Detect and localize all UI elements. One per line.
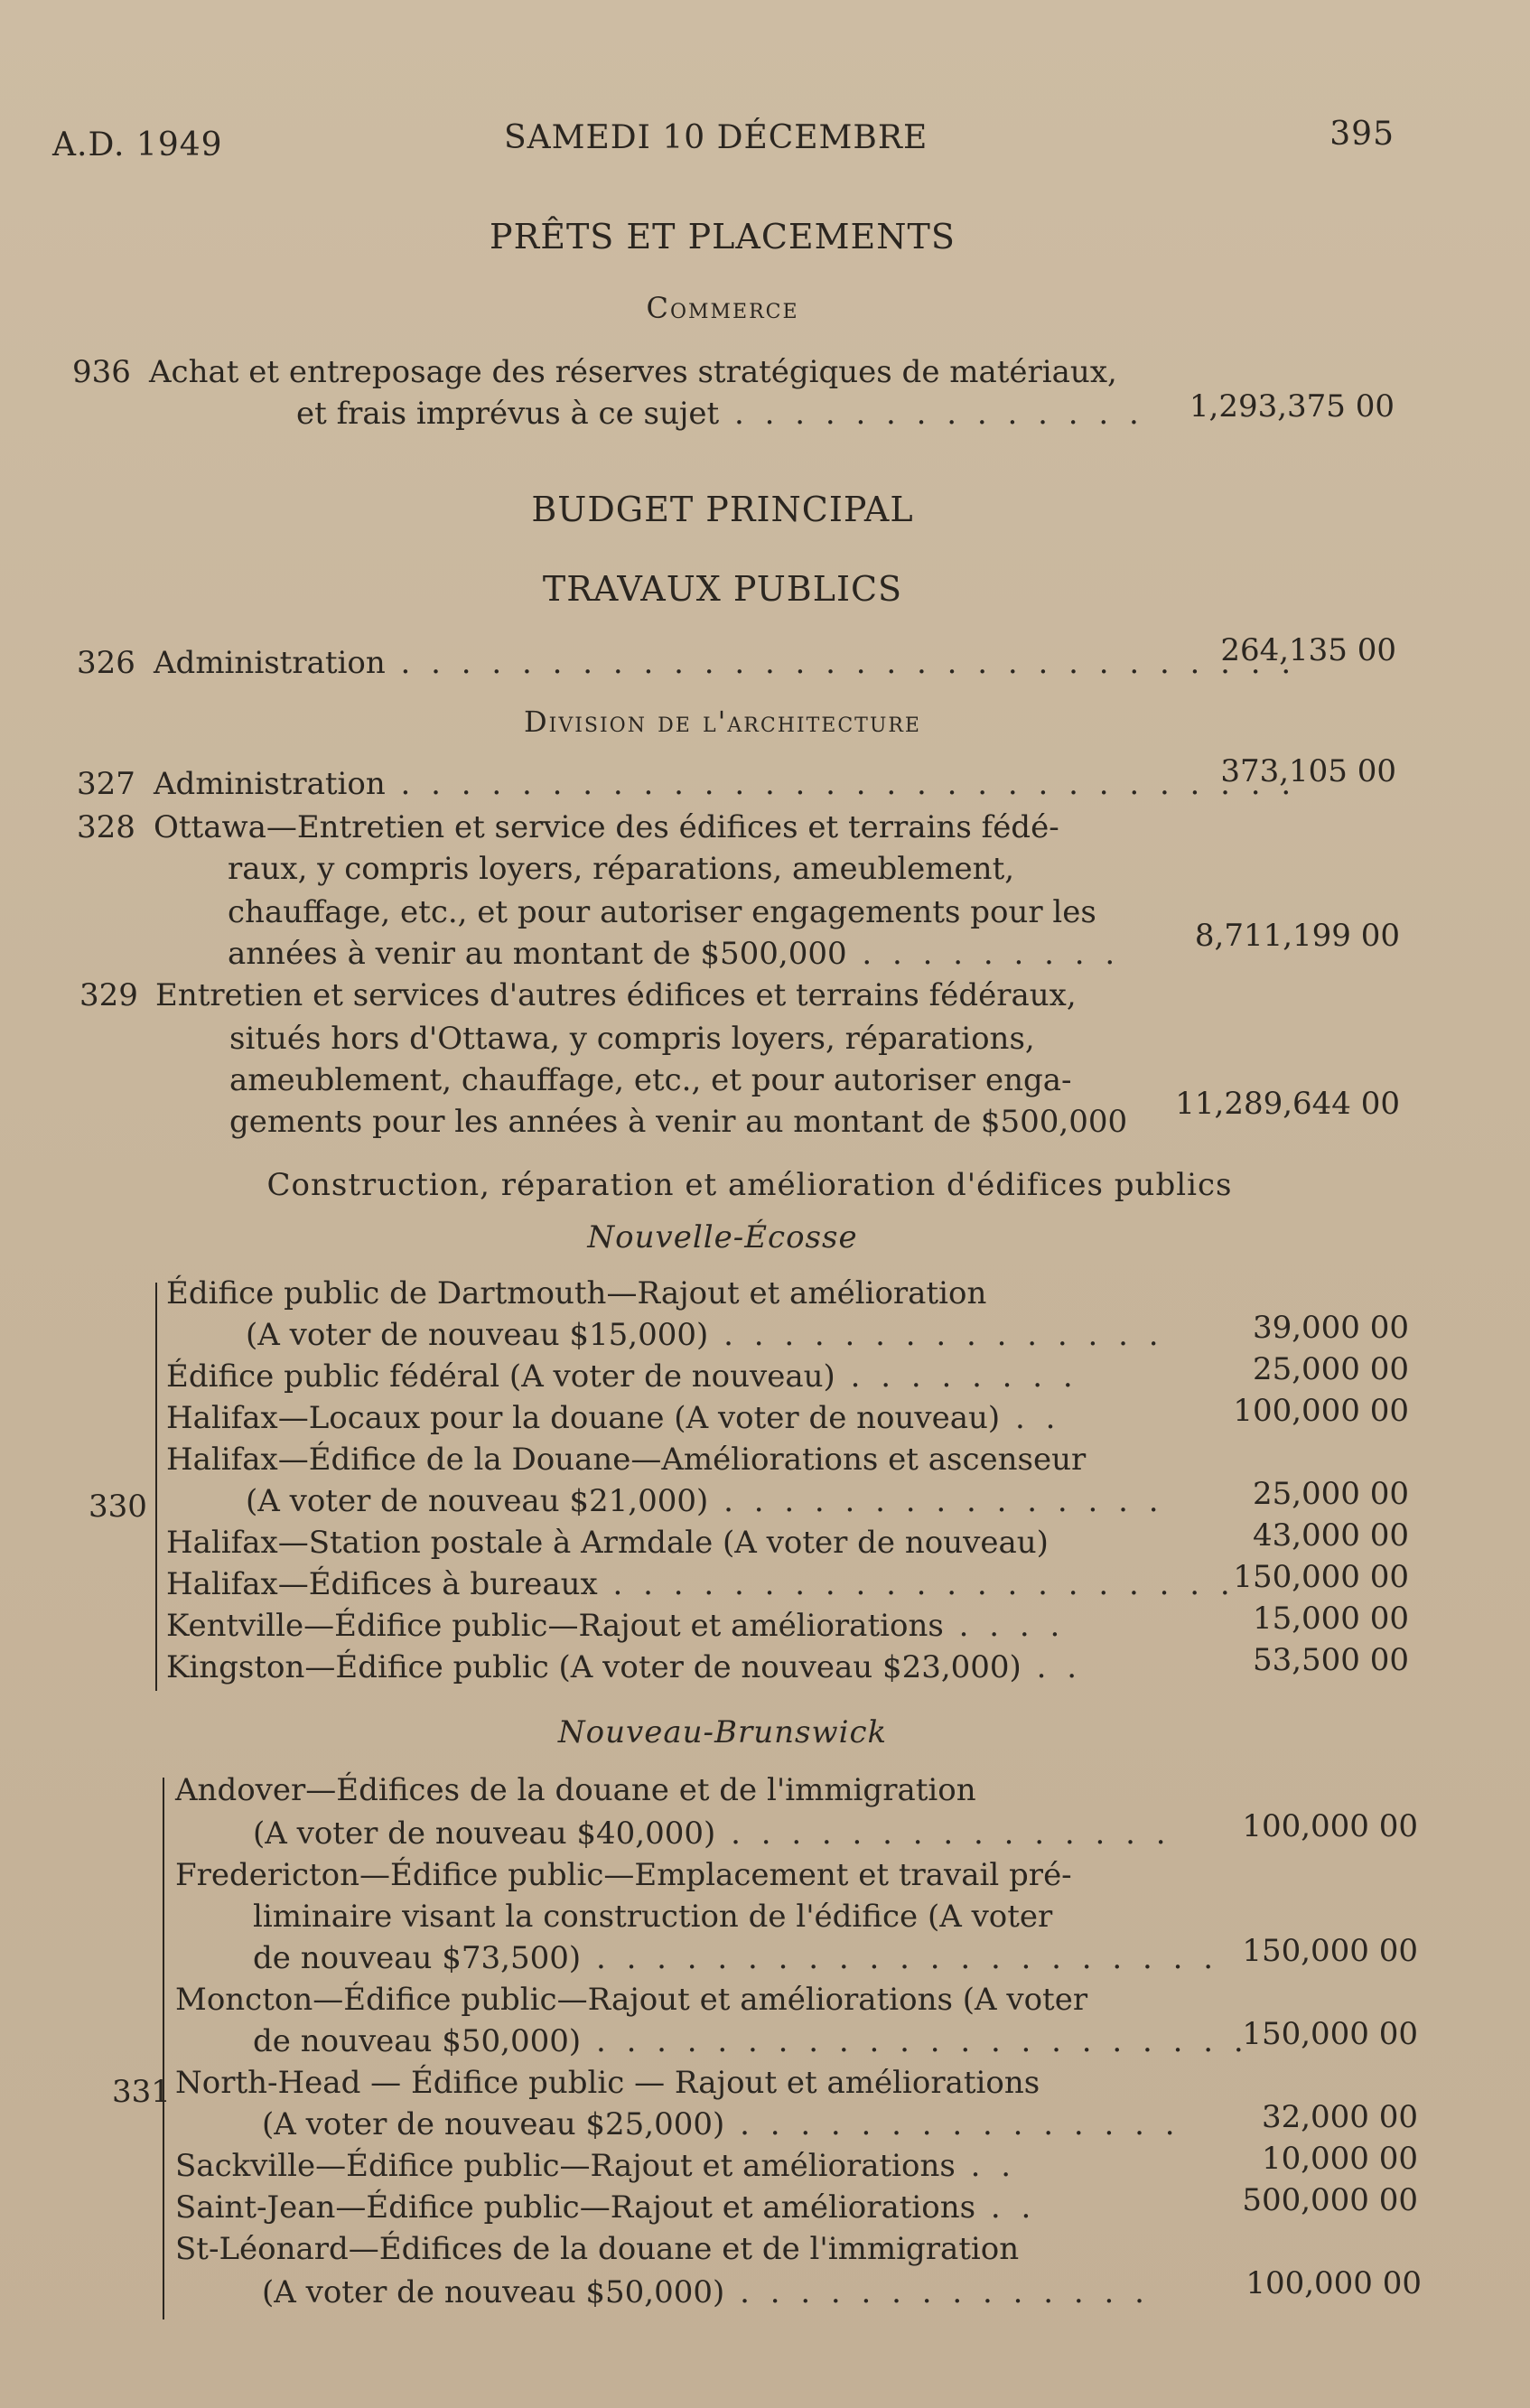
list-item: Halifax—Édifice de la Douane—Améliorations et ascenseur (166, 1442, 1087, 1478)
list-item: North-Head — Édifice public — Rajout et améliorations (175, 2065, 1040, 2101)
item-amount: 39,000 00 (1252, 1310, 1409, 1346)
province-nova-scotia: Nouvelle-Écosse (587, 1219, 858, 1255)
province-new-brunswick: Nouveau-Brunswick (557, 1714, 888, 1750)
list-item: (A voter de nouveau $40,000) . . . . . . . . . . . . . . . (253, 1815, 1171, 1852)
vote-number-331: 331 (112, 2074, 171, 2110)
vote-number-330: 330 (89, 1489, 147, 1525)
item-amount: 150,000 00 (1242, 2016, 1418, 2052)
list-item: Moncton—Édifice public—Rajout et améliorations (A voter (175, 1982, 1088, 2018)
item-text: ameublement, chauffage, etc., et pour autoriser enga- (229, 1062, 1072, 1098)
item-number: 329 (79, 977, 138, 1013)
list-item: de nouveau $73,500) . . . . . . . . . . . . . . . . . . . . . (253, 1940, 1219, 1976)
item-text: gements pour les années à venir au montant de $500,000 (229, 1104, 1128, 1140)
item-amount: 43,000 00 (1252, 1517, 1409, 1554)
item-number: 326 (77, 645, 135, 681)
department-title: TRAVAUX PUBLICS (542, 569, 903, 609)
date-label: SAMEDI 10 DÉCEMBRE (504, 119, 928, 156)
subsection-commerce: Commerce (646, 291, 799, 325)
list-item: Sackville—Édifice public—Rajout et améliorations . . (175, 2148, 1017, 2184)
list-item: St-Léonard—Édifices de la douane et de l'immigration (175, 2231, 1020, 2267)
item-amount: 10,000 00 (1261, 2141, 1418, 2177)
item-amount: 25,000 00 (1252, 1476, 1409, 1512)
section-title-budget: BUDGET PRINCIPAL (531, 490, 914, 529)
list-item: (A voter de nouveau $21,000) . . . . . . . . . . . . . . . (246, 1483, 1164, 1519)
page-number: 395 (1329, 116, 1395, 153)
item-text: raux, y compris loyers, réparations, ameublement, (228, 851, 1015, 887)
item-amount: 150,000 00 (1242, 1933, 1418, 1969)
item-amount: 264,135 00 (1220, 632, 1396, 668)
item-text: Administration . . . . . . . . . . . . . . . . . . . . . . . . . . . . . . (154, 645, 1297, 681)
list-item: Édifice public de Dartmouth—Rajout et amélioration (166, 1275, 987, 1311)
item-amount: 1,293,375 00 (1189, 388, 1395, 425)
item-amount: 373,105 00 (1220, 753, 1396, 789)
item-amount: 500,000 00 (1242, 2182, 1418, 2218)
item-amount: 25,000 00 (1252, 1351, 1409, 1387)
list-item: Édifice public fédéral (A voter de nouveau) . . . . . . . . (166, 1358, 1078, 1395)
running-head (52, 116, 1395, 170)
list-item: Halifax—Édifices à bureaux . . . . . . . . . . . . . . . . . . . . . (166, 1566, 1236, 1602)
item-text: Administration . . . . . . . . . . . . . . . . . . . . . . . . . . . . . . (154, 766, 1297, 802)
list-item: Andover—Édifices de la douane et de l'immigration (175, 1772, 976, 1808)
item-amount: 15,000 00 (1252, 1601, 1409, 1637)
division-title: Division de l'architecture (524, 705, 921, 739)
list-item: Kingston—Édifice public (A voter de nouveau $23,000) . . (166, 1649, 1083, 1685)
item-text: situés hors d'Ottawa, y compris loyers, réparations, (229, 1021, 1035, 1057)
list-item: Saint-Jean—Édifice public—Rajout et améliorations . . (175, 2189, 1037, 2226)
item-text: et frais imprévus à ce sujet . . . . . . . . . . . . . . (296, 396, 1144, 432)
list-item: Fredericton—Édifice public—Emplacement et travail pré- (175, 1857, 1072, 1893)
item-amount: 11,289,644 00 (1175, 1086, 1400, 1122)
list-item: Halifax—Station postale à Armdale (A voter de nouveau) (166, 1525, 1049, 1561)
year-label: A.D. 1949 (52, 126, 223, 163)
list-item: (A voter de nouveau $50,000) . . . . . . . . . . . . . . (262, 2274, 1150, 2310)
item-text: Entretien et services d'autres édifices et terrains fédéraux, (155, 977, 1077, 1013)
item-amount: 100,000 00 (1233, 1393, 1409, 1429)
item-text: Ottawa—Entretien et service des édifices et terrains fédé- (154, 809, 1059, 845)
item-text: chauffage, etc., et pour autoriser engagements pour les (228, 894, 1096, 930)
list-item: de nouveau $50,000) . . . . . . . . . . . . . . . . . . . . . . (253, 2023, 1249, 2059)
item-number: 327 (77, 766, 135, 802)
item-amount: 100,000 00 (1242, 1808, 1418, 1844)
item-amount: 8,711,199 00 (1194, 918, 1400, 954)
list-item: liminaire visant la construction de l'édifice (A voter (253, 1899, 1053, 1935)
item-amount: 32,000 00 (1261, 2099, 1418, 2135)
item-number: 328 (77, 809, 135, 845)
list-item: (A voter de nouveau $15,000) . . . . . . . . . . . . . . . (246, 1317, 1164, 1353)
construction-heading: Construction, réparation et amélioration d'édifices publics (266, 1167, 1233, 1203)
item-amount: 150,000 00 (1233, 1559, 1409, 1595)
list-item: (A voter de nouveau $25,000) . . . . . . . . . . . . . . . (262, 2106, 1180, 2142)
item-text: années à venir au montant de $500,000 . . . . . . . . . (228, 936, 1121, 972)
section-title-loans: PRÊTS ET PLACEMENTS (490, 217, 956, 257)
item-number: 936 (72, 354, 131, 390)
list-item: Kentville—Édifice public—Rajout et améliorations . . . . (166, 1608, 1066, 1644)
item-text: Achat et entreposage des réserves stratégiques de matériaux, (149, 354, 1117, 390)
list-item: Halifax—Locaux pour la douane (A voter de nouveau) . . (166, 1400, 1061, 1436)
item-amount: 53,500 00 (1252, 1642, 1409, 1678)
item-amount: 100,000 00 (1245, 2265, 1422, 2301)
